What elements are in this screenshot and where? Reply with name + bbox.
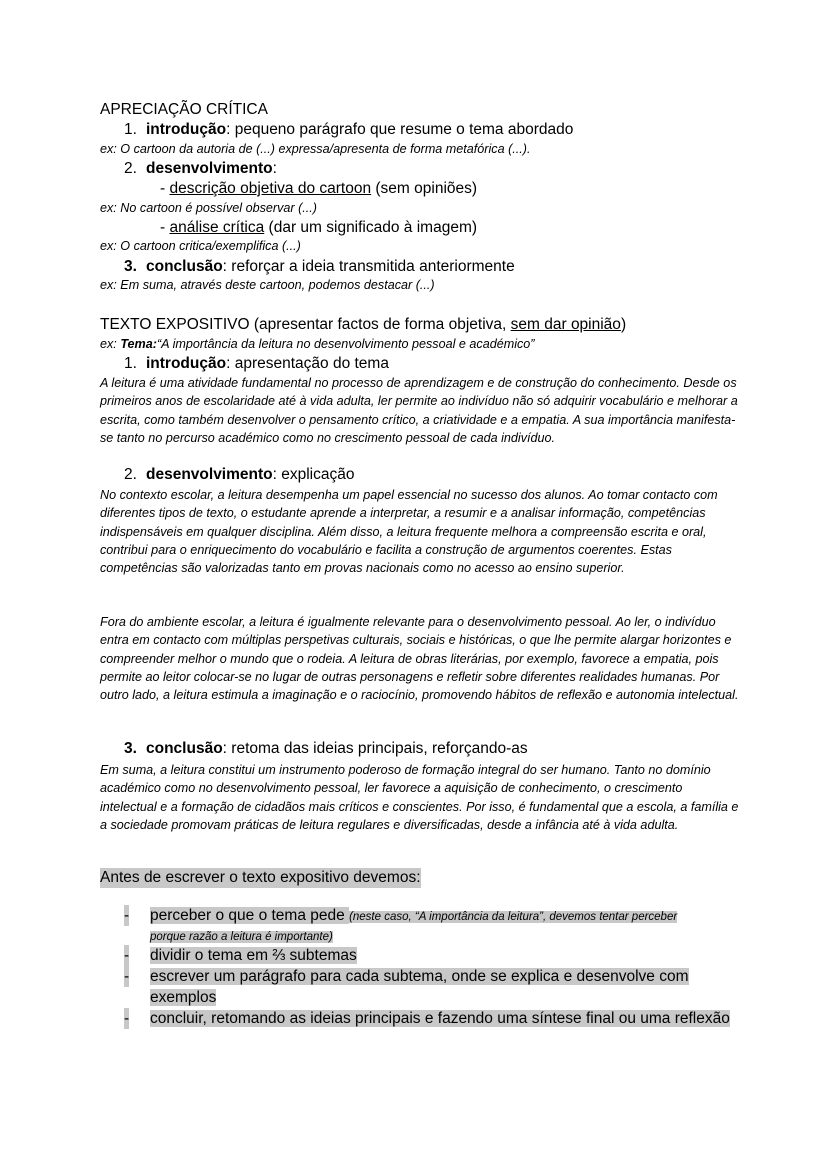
example-theme: ex: Tema:“A importância da leitura no desenvolvimento pessoal e académico” bbox=[100, 337, 535, 351]
sub-item-descricao: - descrição objetiva do cartoon (sem opiniões) bbox=[160, 180, 478, 197]
list-item: - dividir o tema em ⅔ subtemas bbox=[124, 947, 357, 964]
list-item-introducao: 1. introdução: pequeno parágrafo que resume o tema abordado bbox=[124, 121, 574, 138]
example-text: ex: O cartoon da autoria de (...) expressa/apresenta de forma metafórica (...). bbox=[100, 142, 531, 156]
list-item-conclusao: 3. conclusão: retoma das ideias principais, reforçando-as bbox=[124, 740, 528, 757]
intro-paragraph: A leitura é uma atividade fundamental no processo de aprendizagem e de construção do conhecimento. Desde os primeiros anos de escolaridade até à vida adulta, ler permite ao indivíduo não só adquirir vocabulário e melhorar a escrita, como também desenvolver o pensamento crítico, a criatividade e a empatia. A sua importância manifesta-se tanto no percurso académico como no crescimento pessoal de cada indivíduo. bbox=[100, 376, 738, 445]
sub-item-analise: - análise crítica (dar um significado à imagem) bbox=[160, 219, 478, 236]
checklist bbox=[100, 905, 730, 1029]
section-title-apreciacao: APRECIAÇÃO CRÍTICA bbox=[100, 101, 268, 118]
example-text: ex: O cartoon critica/exemplifica (...) bbox=[100, 239, 301, 253]
development-paragraph-1: No contexto escolar, a leitura desempenha um papel essencial no sucesso dos alunos. Ao tomar contacto com diferentes tipos de texto, o estudante aprende a interpretar, a resumir e a analisar informação, competências indispensáveis em qualquer disciplina. Além disso, a leitura frequente melhora a compreensão escrita e oral, contribui para o enriquecimento do vocabulário e facilita a construção de argumentos coerentes. Estas competências são valorizadas tanto em provas nacionais como no acesso ao ensino superior. bbox=[100, 488, 718, 576]
list-item-introducao: 1. introdução: apresentação do tema bbox=[124, 355, 389, 372]
conclusion-paragraph: Em suma, a leitura constitui um instrumento poderoso de formação integral do ser humano. Tanto no domínio académico como no desenvolvimento pessoal, ler favorece a aquisição de conhecimento, o crescimento intelectual e a formação de cidadãos mais críticos e conscientes. Por isso, é fundamental que a escola, a família e a sociedade promovam práticas de leitura regulares e diversificadas, desde a infância até à vida adulta. bbox=[100, 763, 739, 832]
example-text: ex: No cartoon é possível observar (...) bbox=[100, 201, 317, 215]
development-paragraph-2: Fora do ambiente escolar, a leitura é igualmente relevante para o desenvolvimento pessoal. Ao ler, o indivíduo entra em contacto com múltiplas perspetivas culturais, sociais e históricas, o que lhe permite alargar horizontes e compreender melhor o mundo que o rodeia. A leitura de obras literárias, por exemplo, favorece a empatia, pois permite ao leitor colocar-se no lugar de outras personagens e refletir sobre diferentes realidades humanas. Por outro lado, a leitura estimula a imaginação e o raciocínio, promovendo hábitos de reflexão e autonomia intelectual. bbox=[100, 615, 739, 703]
list-item-conclusao: 3. conclusão: reforçar a ideia transmitida anteriormente bbox=[124, 258, 515, 275]
list-item: - escrever um parágrafo para cada subtema, onde se explica e desenvolve com exemplos bbox=[124, 968, 689, 1006]
checklist-title: Antes de escrever o texto expositivo devemos: bbox=[100, 869, 421, 886]
list-item-desenvolvimento: 2. desenvolvimento: explicação bbox=[124, 466, 355, 483]
example-text: ex: Em suma, através deste cartoon, podemos destacar (...) bbox=[100, 278, 435, 292]
section-title-expositivo: TEXTO EXPOSITIVO (apresentar factos de forma objetiva, sem dar opinião) bbox=[100, 316, 627, 333]
list-item: - concluir, retomando as ideias principais e fazendo uma síntese final ou uma reflexão bbox=[124, 1010, 730, 1027]
list-item: - perceber o que o tema pede (neste caso, “A importância da leitura”, devemos tentar perceber porque razão a leitura é importante) bbox=[124, 907, 678, 943]
list-item-desenvolvimento: 2. desenvolvimento: bbox=[124, 160, 277, 177]
